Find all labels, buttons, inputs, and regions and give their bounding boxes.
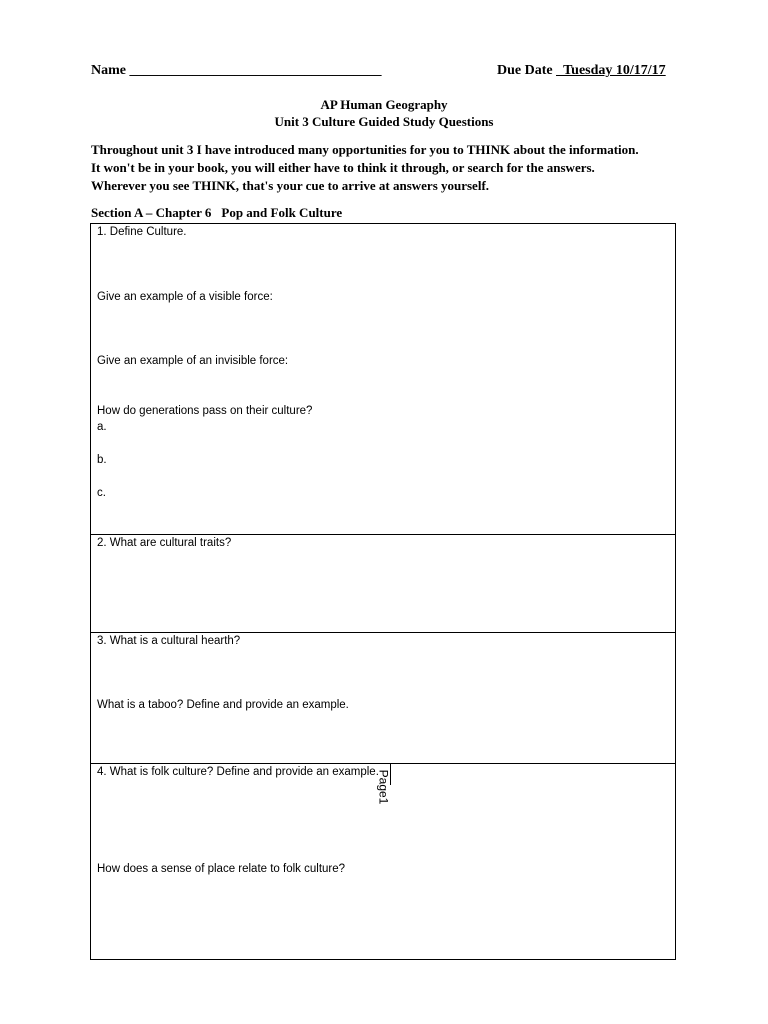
page-number-marker [374, 770, 392, 804]
section-label: Section A – Chapter 6 [91, 205, 212, 220]
due-date-value: _Tuesday 10/17/17 [556, 63, 666, 78]
answer-b: b. [97, 454, 107, 466]
question-3-taboo: What is a taboo? Define and provide an example. [97, 699, 349, 711]
section-heading [91, 205, 342, 221]
intro-line-2: It won't be in your book, you will either have to think it through, or search for the answers. [91, 160, 595, 175]
question-1-generations: How do generations pass on their culture? [97, 405, 313, 417]
question-1: 1. Define Culture. [97, 226, 187, 238]
intro-line-3: Wherever you see THINK, that's your cue to arrive at answers yourself. [91, 178, 490, 193]
question-4-sense-of-place: How does a sense of place relate to folk culture? [97, 863, 346, 875]
question-block-2 [91, 534, 675, 549]
due-date-label: Due Date [497, 63, 557, 78]
answer-a: a. [97, 421, 107, 433]
unit-title: Unit 3 Culture Guided Study Questions [274, 114, 494, 129]
question-4: 4. What is folk culture? Define and provide an example. [97, 766, 379, 778]
page-marker-rule-top [376, 763, 390, 764]
course-title: AP Human Geography [320, 97, 448, 112]
question-table [90, 223, 676, 960]
question-2: 2. What are cultural traits? [97, 537, 232, 549]
due-date-line [497, 63, 666, 79]
question-3: 3. What is a cultural hearth? [97, 635, 241, 647]
question-1-invisible-force: Give an example of an invisible force: [97, 355, 289, 367]
question-block-3 [91, 632, 675, 711]
section-topic: Pop and Folk Culture [221, 205, 343, 220]
name-line: Name ____________________________________ [91, 63, 382, 78]
question-1-visible-force: Give an example of a visible force: [97, 291, 273, 303]
answer-c: c. [97, 487, 106, 499]
intro-line-1: Throughout unit 3 I have introduced many opportunities for you to THINK about the information. [91, 142, 639, 157]
page-number-text: Page1 [376, 769, 391, 805]
